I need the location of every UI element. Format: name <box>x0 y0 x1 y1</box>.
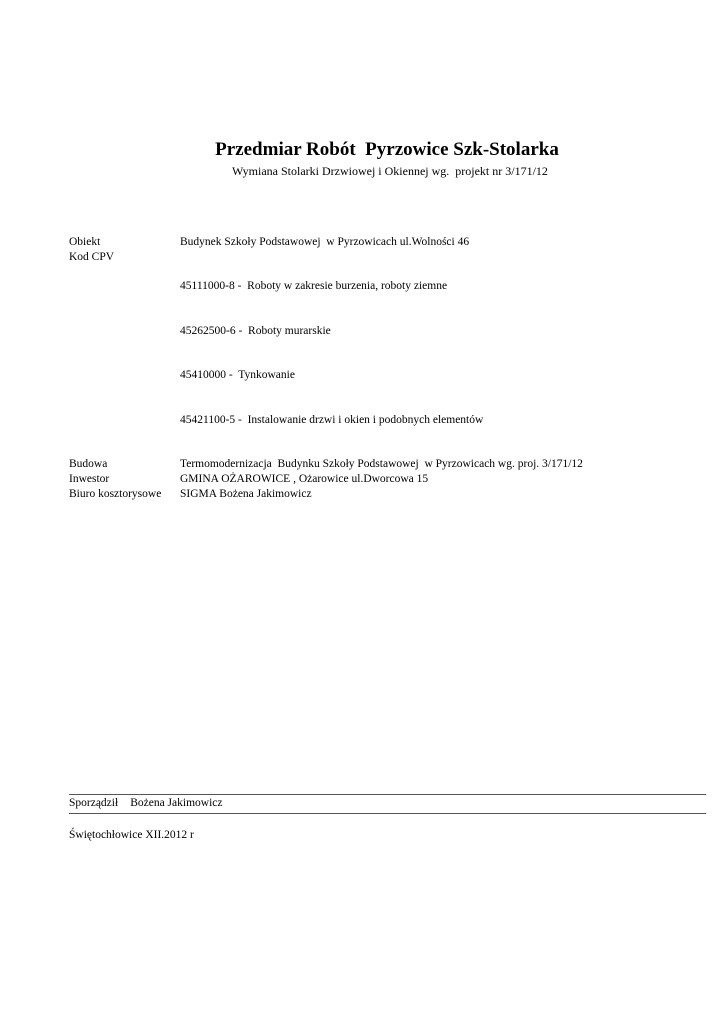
inwestor-value: GMINA OŻAROWICE , Ożarowice ul.Dworcowa 15 <box>180 472 429 485</box>
info-section <box>69 235 583 501</box>
info-row-kod-cpv <box>69 250 583 457</box>
budowa-label: Budowa <box>69 457 108 470</box>
prepared-name: Bożena Jakimowicz <box>130 797 223 809</box>
prepared-label: Sporządził <box>69 797 119 809</box>
obiekt-value: Budynek Szkoły Podstawowej w Pyrzowicach ul.Wolności 46 <box>180 236 470 248</box>
footer-divider-bottom <box>69 813 706 814</box>
info-row-obiekt <box>69 235 583 250</box>
kod-cpv-item: 45410000 - Tynkowanie <box>180 369 295 382</box>
footer-divider-top <box>69 794 706 795</box>
info-row-inwestor <box>69 472 583 487</box>
kod-cpv-item: 45262500-6 - Roboty murarskie <box>180 324 331 337</box>
inwestor-label: Inwestor <box>69 472 110 485</box>
prepared-by <box>69 796 222 810</box>
document-title: Przedmiar Robót Pyrzowice Szk-Stolarka <box>215 139 559 160</box>
biuro-value: SIGMA Bożena Jakimowicz <box>180 487 312 500</box>
kod-cpv-item: 45421100-5 - Instalowanie drzwi i okien i podobnych elementów <box>180 413 484 426</box>
obiekt-label: Obiekt <box>69 236 101 248</box>
document-subtitle: Wymiana Stolarki Drzwiowej i Okiennej wg. projekt nr 3/171/12 <box>232 164 548 178</box>
kod-cpv-item: 45111000-8 - Roboty w zakresie burzenia, roboty ziemne <box>180 280 448 293</box>
kod-cpv-label: Kod CPV <box>69 250 115 263</box>
biuro-label: Biuro kosztorysowe <box>69 487 162 500</box>
kod-cpv-values <box>180 250 483 457</box>
info-row-biuro <box>69 487 583 502</box>
place-date: Świętochłowice XII.2012 r <box>69 829 194 841</box>
info-row-budowa <box>69 457 583 472</box>
budowa-value: Termomodernizacja Budynku Szkoły Podstawowej w Pyrzowicach wg. proj. 3/171/12 <box>180 457 583 470</box>
